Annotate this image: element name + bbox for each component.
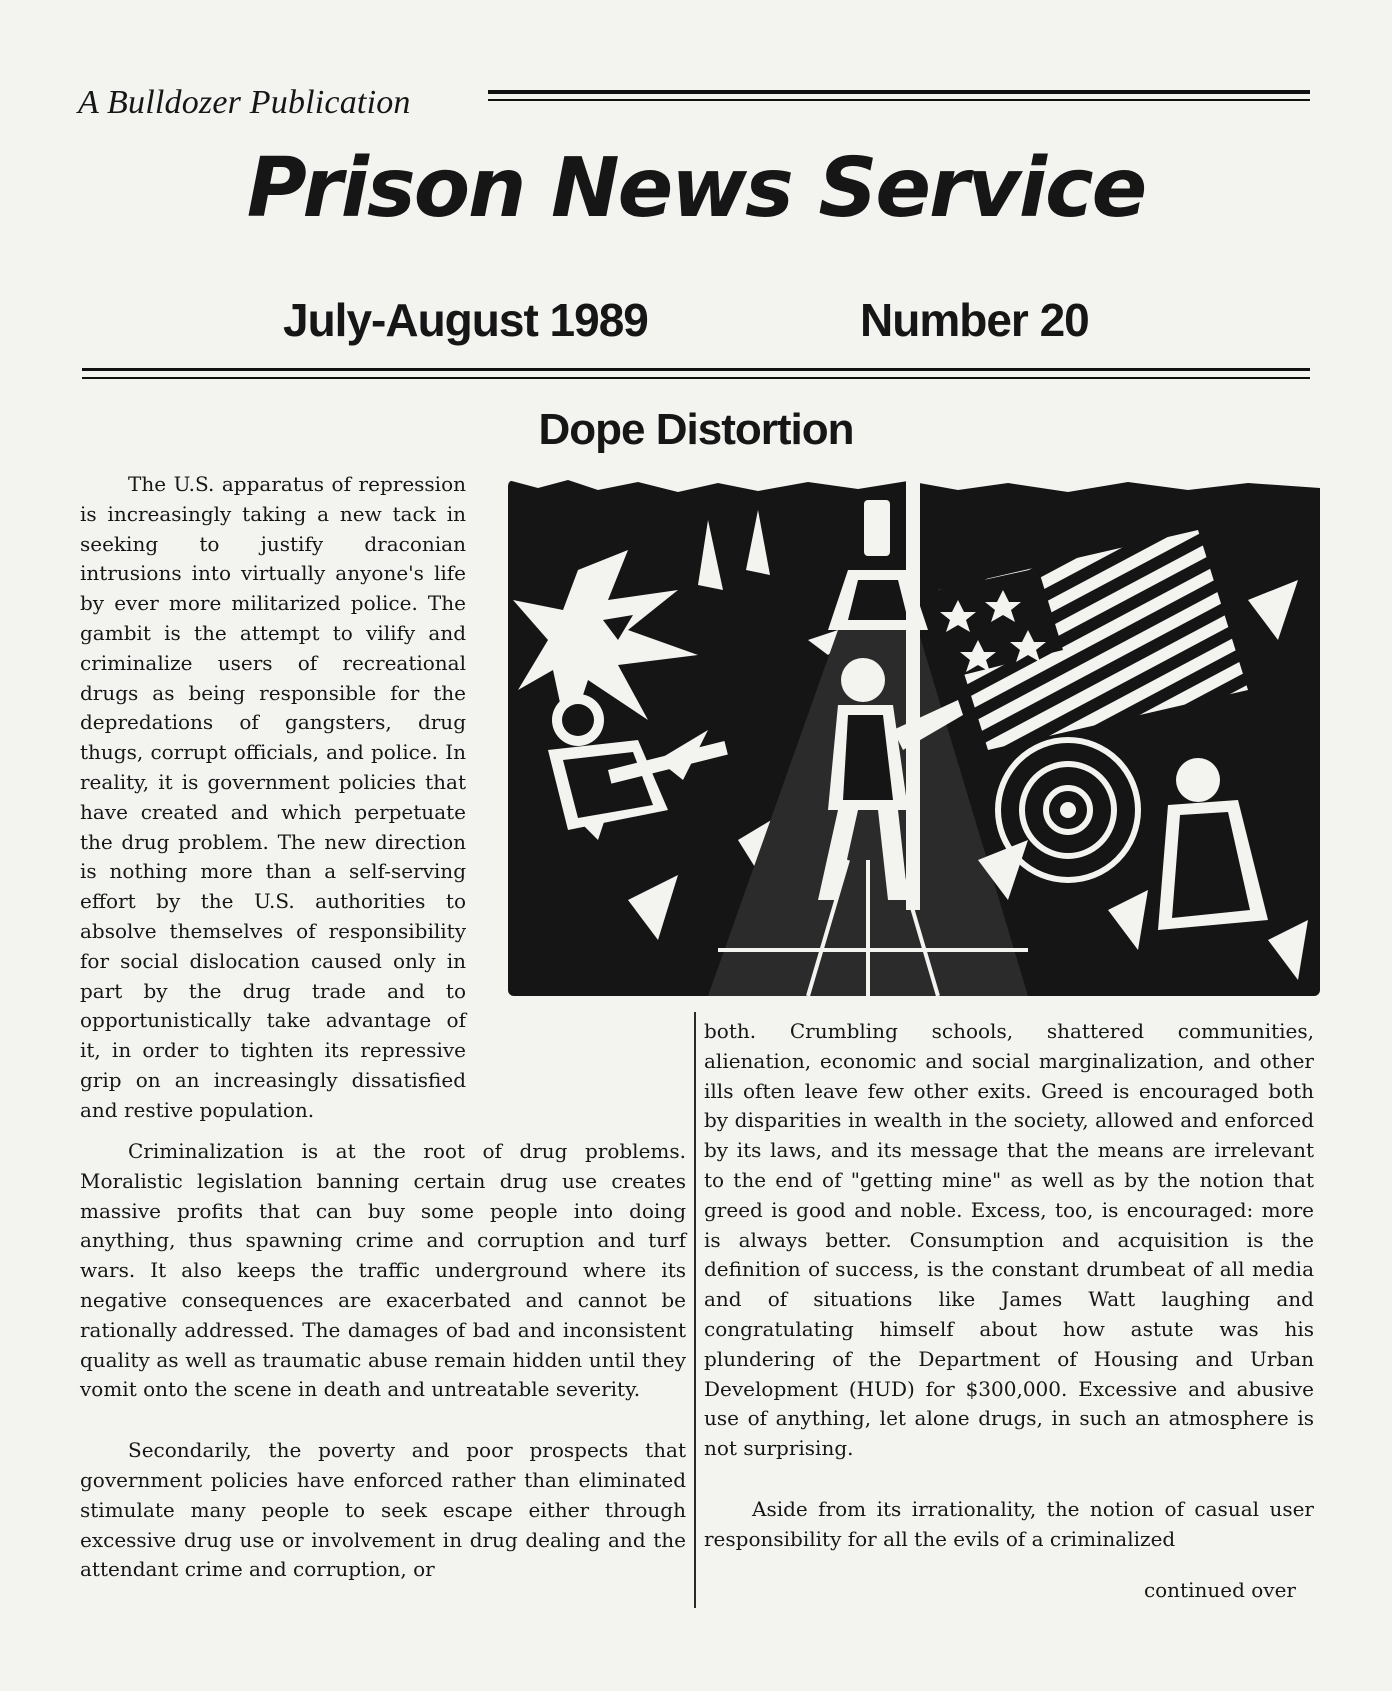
- article-column-left-top: [80, 470, 466, 1126]
- column-divider: [694, 1012, 696, 1608]
- section-rule-thick: [82, 368, 1310, 371]
- article-paragraph: The U.S. apparatus of repression is increasingly taking a new tack in seeking to justify draconian intrusions into virtually anyone's life by ever more militarized police. The gambit is the attempt to vilify and criminalize users of recreational drugs as being responsible for the depredations of gangsters, drug thugs, corrupt officials, and police. In reality, it is government policies that have created and which perpetuate the drug problem. The new direction is nothing more than a self-serving effort by the U.S. authorities to absolve themselves of responsibility for social dislocation caused only in part by the drug trade and to opportunistically take advantage of it, in order to tighten its repressive grip on an increasingly dissatisfied and restive population.: [80, 472, 466, 1122]
- article-column-left: [80, 1137, 686, 1585]
- section-rule-thin: [82, 377, 1310, 379]
- publisher-line: A Bulldozer Publication: [78, 84, 411, 121]
- article-paragraph: Aside from its irrationality, the notion of casual user responsibility for all the evils of a criminalized: [704, 1496, 1314, 1551]
- issue-date: July-August 1989: [283, 294, 648, 346]
- header-rule-thick: [488, 90, 1310, 94]
- article-column-right: [704, 1017, 1314, 1555]
- issue-number: Number 20: [860, 294, 1089, 346]
- header-rule-thin: [488, 99, 1310, 101]
- article-paragraph: Criminalization is at the root of drug problems. Moralistic legislation banning certain drug use creates massive profits that can buy some people into doing anything, thus spawning crime and corruption and turf wars. It also keeps the traffic underground where its negative consequences are exacerbated and cannot be rationally addressed. The damages of bad and inconsistent quality as well as traumatic abuse remain hidden until they vomit onto the scene in death and untreatable severity.: [80, 1139, 686, 1402]
- article-paragraph: both. Crumbling schools, shattered communities, alienation, economic and social marginalization, and other ills often leave few other exits. Greed is encouraged both by disparities in wealth in the society, allowed and enforced by its laws, and its message that the means are irrelevant to the end of "getting mine" as well as by the notion that greed is good and noble. Excess, too, is encouraged: more is always better. Consumption and acquisition is the definition of success, is the constant drumbeat of all media and of situations like James Watt laughing and congratulating himself about how astute was his plundering of the Department of Housing and Urban Development (HUD) for $300,000. Excessive and abusive use of anything, let alone drugs, in such an atmosphere is not surprising.: [704, 1019, 1314, 1461]
- article-headline: Dope Distortion: [538, 405, 854, 454]
- article-paragraph: Secondarily, the poverty and poor prospects that government policies have enforced rather than eliminated stimulate many people to seek escape either through excessive drug use or involvement in drug dealing and the attendant crime and corruption, or: [80, 1438, 686, 1582]
- masthead-title: Prison News Service: [246, 141, 1146, 236]
- woodcut-illustration: [508, 480, 1320, 996]
- continued-note: continued over: [1143, 1578, 1296, 1602]
